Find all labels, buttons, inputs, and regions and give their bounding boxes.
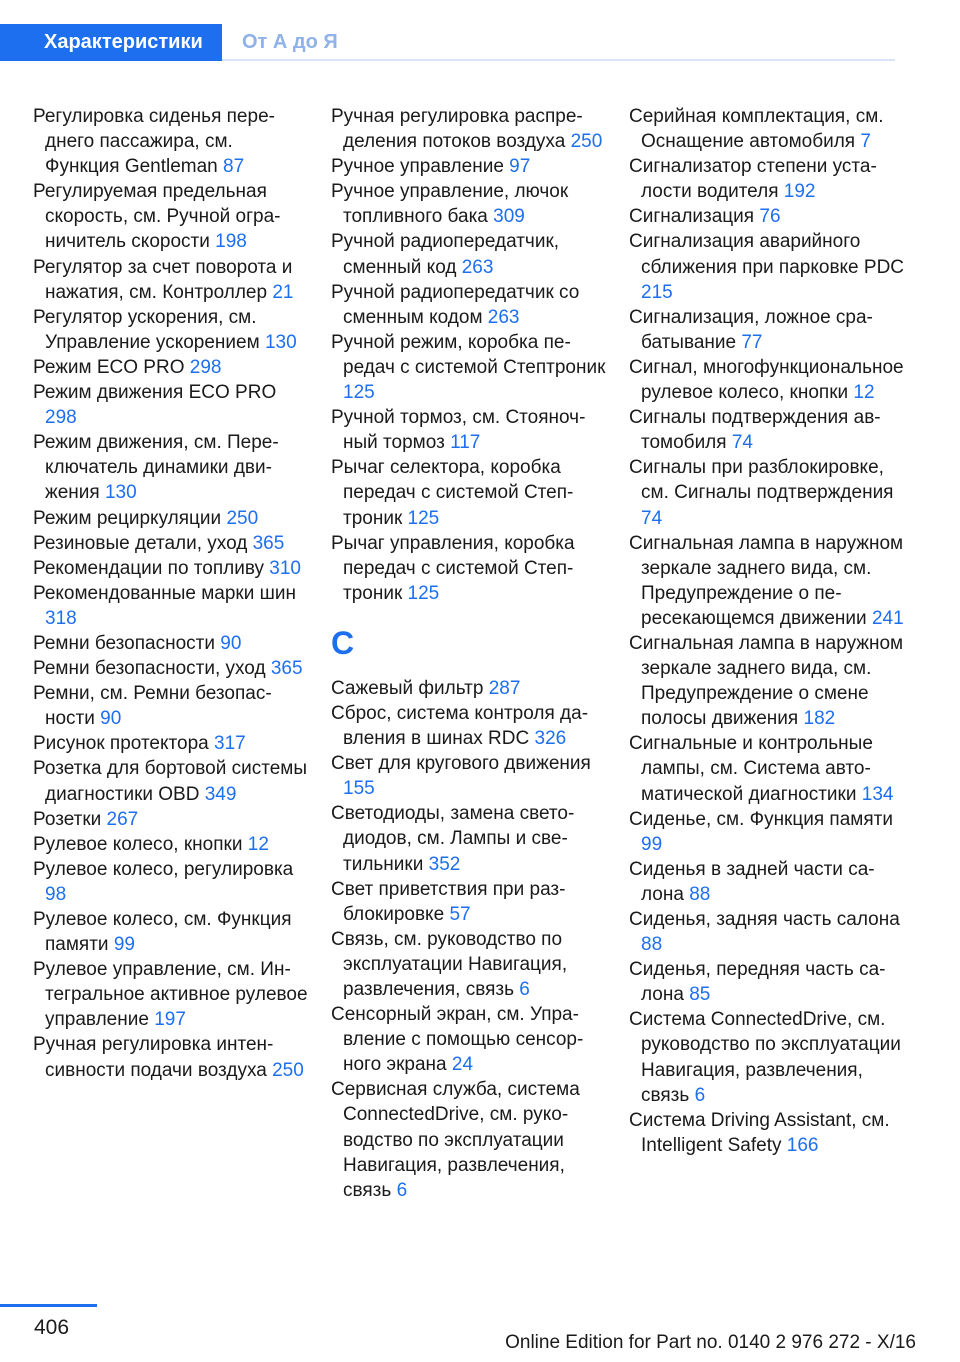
index-entry-text: Сигнализация аварийного сближения при парковке PDC xyxy=(629,231,905,278)
index-entry-text: Сиденья, передняя часть салона xyxy=(629,959,886,1006)
index-entry xyxy=(33,355,308,380)
index-entry-page-link[interactable]: 21 xyxy=(272,281,294,303)
index-entry xyxy=(629,229,909,304)
index-entry xyxy=(331,927,606,1002)
index-entry-text: Рекомендации по топливу xyxy=(33,557,265,579)
index-entry xyxy=(331,877,606,927)
index-entry-page-link[interactable]: 87 xyxy=(223,156,245,178)
index-entry-text: Сигналы подтверждения автомобиля xyxy=(629,407,881,454)
index-entry-page-link[interactable]: 263 xyxy=(461,256,494,278)
index-entry-page-link[interactable]: 24 xyxy=(451,1054,474,1076)
index-entry-text: Рекомендованные марки шин xyxy=(33,582,296,604)
index-entry-page-link[interactable]: 166 xyxy=(786,1134,819,1156)
index-entry xyxy=(629,405,909,455)
index-entry xyxy=(33,857,308,907)
index-entry xyxy=(33,104,308,179)
index-entry-page-link[interactable]: 88 xyxy=(689,883,711,905)
index-entry xyxy=(33,907,308,957)
index-entry xyxy=(331,280,606,330)
index-entry-text: Режим движения ECO PRO xyxy=(33,382,277,404)
page-header xyxy=(0,24,895,61)
index-entry-text: Сигналы при разблокировке, см. Сигналы подтверждения xyxy=(629,457,894,504)
index-entry-text: Ручное управление, лючок топливного бака xyxy=(331,181,569,228)
index-entry xyxy=(331,455,606,530)
index-entry-page-link[interactable]: 88 xyxy=(641,934,663,956)
index-entry-text: Режим ECO PRO xyxy=(33,356,185,378)
index-entry-page-link[interactable]: 130 xyxy=(264,331,297,353)
index-column-2-entries xyxy=(331,104,606,606)
index-entry-page-link[interactable]: 97 xyxy=(509,156,531,178)
index-entry-text: Сиденья, задняя часть салона xyxy=(629,909,900,930)
index-entry-text: Сигнальная лампа в наружном зеркале заднего вида, см. Предупреждение о пересекающемся движении xyxy=(629,532,904,629)
index-entry-text: Сигнализатор степени усталости водителя xyxy=(629,156,877,203)
index-entry-page-link[interactable]: 155 xyxy=(343,778,375,800)
index-entry xyxy=(629,731,909,806)
index-entry-page-link[interactable]: 117 xyxy=(450,432,481,454)
index-entry xyxy=(629,1007,909,1107)
index-entry xyxy=(629,957,909,1007)
index-entry xyxy=(331,701,606,751)
index-entry-page-link[interactable]: 7 xyxy=(860,131,871,153)
index-entry xyxy=(629,631,909,731)
index-column-3 xyxy=(629,104,909,1158)
index-entry-text: Сигнальная лампа в наружном зеркале заднего вида, см. Предупреждение о смене полосы движения xyxy=(629,632,904,730)
index-entry-page-link[interactable]: 298 xyxy=(45,407,77,429)
index-entry xyxy=(331,330,606,405)
index-entry xyxy=(331,531,606,606)
index-entry xyxy=(331,229,606,279)
index-entry-page-link[interactable]: 99 xyxy=(641,833,663,855)
index-entry-page-link[interactable]: 309 xyxy=(493,206,525,228)
index-entry-text: Ремни, см. Ремни безопасности xyxy=(33,683,272,730)
index-entry-text: Система ConnectedDrive, см. руководство по эксплуатации Навигация, развлечения, связь xyxy=(629,1009,901,1106)
index-entry xyxy=(33,255,308,305)
index-entry-page-link[interactable]: 287 xyxy=(488,677,521,699)
index-entry-page-link[interactable]: 90 xyxy=(100,708,122,730)
index-entry xyxy=(33,681,308,731)
index-entry-text: Свет для кругового движения xyxy=(331,753,591,775)
index-entry-page-link[interactable]: 125 xyxy=(407,582,440,604)
index-entry-text: Ручная регулировка интенсивности подачи воздуха xyxy=(33,1034,274,1081)
index-entry-page-link[interactable]: 250 xyxy=(272,1059,304,1081)
index-entry xyxy=(33,581,308,631)
index-entry-text: Сигнал, многофункциональное рулевое колесо, кнопки xyxy=(629,356,904,404)
index-entry-text: Ремни безопасности, уход xyxy=(33,658,266,680)
header-divider xyxy=(222,59,895,61)
index-entry xyxy=(629,807,909,857)
index-entry-text: Ручной радиопередатчик со сменным кодом xyxy=(331,281,580,328)
index-entry-text: Рулевое колесо, регулировка xyxy=(33,858,294,880)
index-entry-page-link[interactable]: 98 xyxy=(45,883,67,905)
index-entry xyxy=(33,1032,308,1082)
index-entry-text: Ручное управление xyxy=(331,156,504,178)
index-entry xyxy=(33,305,308,355)
index-entry-text: Розетки xyxy=(33,808,102,830)
index-entry xyxy=(629,531,909,631)
index-entry-text: Свет приветствия при разблокировке xyxy=(331,878,566,925)
index-entry xyxy=(331,676,606,701)
index-entry xyxy=(33,957,308,1032)
index-entry-page-link[interactable]: 74 xyxy=(641,507,663,529)
index-entry-text: Серийная комплектация, см. Оснащение автомобиля xyxy=(629,106,884,153)
index-entry-page-link[interactable]: 250 xyxy=(570,131,603,153)
index-entry-text: Сенсорный экран, см. Управление с помощью сенсорного экрана xyxy=(331,1004,584,1076)
index-entry-text: Регулятор ускорения, см. Управление ускорением xyxy=(33,306,260,353)
index-entry-page-link[interactable]: 197 xyxy=(154,1009,186,1031)
index-entry-text: Светодиоды, замена светодиодов, см. Лампы и светильники xyxy=(331,803,575,875)
index-entry-text: Рулевое колесо, кнопки xyxy=(33,833,243,855)
index-entry xyxy=(629,455,909,530)
index-entry xyxy=(331,751,606,801)
index-entry-page-link[interactable]: 352 xyxy=(428,853,461,875)
index-entry-page-link[interactable]: 318 xyxy=(45,607,77,629)
index-entry xyxy=(33,531,308,556)
index-entry-page-link[interactable]: 198 xyxy=(215,231,247,253)
index-entry-page-link[interactable]: 326 xyxy=(534,728,567,750)
index-entry-text: Режим рециркуляции xyxy=(33,507,222,529)
index-entry-page-link[interactable]: 85 xyxy=(689,984,711,1006)
index-entry-page-link[interactable]: 310 xyxy=(269,557,301,579)
index-entry xyxy=(331,405,606,455)
index-entry-text: Сиденье, см. Функция памяти xyxy=(629,808,893,830)
index-entry xyxy=(331,154,606,179)
index-entry-page-link[interactable]: 125 xyxy=(407,507,440,529)
index-entry-page-link[interactable]: 182 xyxy=(803,708,836,730)
index-entry-page-link[interactable]: 267 xyxy=(106,808,139,830)
index-entry xyxy=(331,1077,606,1202)
index-entry-text: Рулевое колесо, см. Функция памяти xyxy=(33,909,292,956)
index-column-1 xyxy=(33,104,308,1083)
index-entry-text: Сигнальные и контрольные лампы, см. Система автоматической диагностики xyxy=(629,733,873,805)
index-entry-text: Резиновые детали, уход xyxy=(33,532,248,554)
index-entry-page-link[interactable]: 77 xyxy=(741,331,763,353)
index-entry-text: Сигнализация xyxy=(629,206,755,228)
index-entry xyxy=(33,556,308,581)
tab-characteristics[interactable]: Характеристики xyxy=(0,24,222,61)
index-entry-text: Ручной тормоз, см. Стояночный тормоз xyxy=(331,407,586,454)
index-entry-page-link[interactable]: 130 xyxy=(104,482,137,504)
index-entry xyxy=(33,832,308,857)
index-entry xyxy=(629,355,909,405)
section-c-entries xyxy=(331,676,606,1203)
index-entry xyxy=(33,807,308,832)
edition-label: Online Edition for Part no. 0140 2 976 272 - X/16 xyxy=(505,1332,916,1353)
tab-a-to-z[interactable]: От А до Я xyxy=(242,31,338,53)
index-column-2 xyxy=(331,104,606,1203)
index-entry xyxy=(629,305,909,355)
index-entry-text: Ручной режим, коробка передач с системой Стептроник xyxy=(331,331,606,378)
index-entry xyxy=(629,857,909,907)
index-entry-text: Рисунок протектора xyxy=(33,733,209,755)
index-entry-text: Связь, см. руководство по эксплуатации Навигация, развлечения, связь xyxy=(331,928,568,1000)
index-entry-text: Ручная регулировка распределения потоков воздуха xyxy=(331,106,583,153)
index-entry-text: Система Driving Assistant, см. Intelligent Safety xyxy=(629,1109,890,1156)
index-entry xyxy=(629,907,909,957)
index-entry xyxy=(629,1108,909,1158)
index-entry xyxy=(33,731,308,756)
index-entry-text: Рычаг управления, коробка передач с системой Стептроник xyxy=(331,532,575,604)
index-entry xyxy=(629,104,909,154)
index-entry-page-link[interactable]: 12 xyxy=(853,382,875,404)
index-entry-page-link[interactable]: 134 xyxy=(861,783,894,805)
index-entry xyxy=(33,756,308,806)
index-entry-page-link[interactable]: 215 xyxy=(641,281,673,303)
index-entry-text: Ручной радиопередатчик, сменный код xyxy=(331,231,560,278)
index-entry-text: Рычаг селектора, коробка передач с системой Стептроник xyxy=(331,457,574,529)
index-entry xyxy=(33,380,308,430)
index-entry-page-link[interactable]: 74 xyxy=(731,432,753,454)
index-entry-page-link[interactable]: 250 xyxy=(226,507,259,529)
index-entry-page-link[interactable]: 90 xyxy=(220,632,242,654)
index-entry xyxy=(331,179,606,229)
index-entry-text: Сервисная служба, система ConnectedDrive, см. руководство по эксплуатации Навигация, развлечения, связь xyxy=(331,1079,580,1201)
index-entry xyxy=(331,1002,606,1077)
footer-accent-bar xyxy=(0,1304,97,1307)
index-entry xyxy=(331,104,606,154)
section-letter-c: С xyxy=(331,624,355,661)
index-entry-page-link[interactable]: 76 xyxy=(759,206,781,228)
index-entry xyxy=(33,430,308,505)
index-entry-page-link[interactable]: 349 xyxy=(204,783,237,805)
index-entry-page-link[interactable]: 263 xyxy=(487,306,520,328)
index-entry-page-link[interactable]: 365 xyxy=(252,532,285,554)
index-entry-text: Сброс, система контроля давления в шинах RDC xyxy=(331,702,589,750)
index-entry xyxy=(33,631,308,656)
index-entry xyxy=(33,506,308,531)
index-entry-page-link[interactable]: 6 xyxy=(519,979,530,1000)
index-entry-page-link[interactable]: 241 xyxy=(871,607,904,629)
index-entry xyxy=(629,154,909,204)
index-entry-page-link[interactable]: 298 xyxy=(189,356,222,378)
index-entry xyxy=(33,179,308,254)
index-entry-page-link[interactable]: 57 xyxy=(449,903,471,925)
index-entry-page-link[interactable]: 365 xyxy=(270,658,303,680)
index-entry-text: Регулировка сиденья переднего пассажира, см. Функция Gentleman xyxy=(33,106,275,178)
index-entry xyxy=(629,204,909,229)
index-entry-page-link[interactable]: 192 xyxy=(783,181,816,203)
index-entry-text: Рулевое управление, см. Интегральное активное рулевое управление xyxy=(33,959,308,1031)
index-entry-page-link[interactable]: 317 xyxy=(214,733,246,755)
index-entry-text: Регулятор за счет поворота и нажатия, см. Контроллер xyxy=(33,256,293,303)
index-entry-text: Сажевый фильтр xyxy=(331,677,484,699)
index-entry-text: Регулируемая предельная скорость, см. Ручной ограничитель скорости xyxy=(33,181,281,253)
index-entry-page-link[interactable]: 12 xyxy=(247,833,269,855)
index-entry-text: Сигнализация, ложное срабатывание xyxy=(629,306,873,353)
index-entry-text: Розетка для бортовой системы диагностики OBD xyxy=(33,758,308,805)
page-number: 406 xyxy=(34,1316,70,1339)
index-entry-page-link[interactable]: 6 xyxy=(694,1084,706,1106)
index-entry-page-link[interactable]: 125 xyxy=(343,382,375,404)
index-entry-page-link[interactable]: 99 xyxy=(113,934,135,956)
index-entry-text: Режим движения, см. Переключатель динамики движения xyxy=(33,432,279,504)
index-entry-text: Ремни безопасности xyxy=(33,632,215,654)
index-entry xyxy=(331,801,606,876)
index-entry xyxy=(33,656,308,681)
index-entry-text: Сиденья в задней части салона xyxy=(629,858,875,905)
index-entry-page-link[interactable]: 6 xyxy=(396,1179,408,1201)
